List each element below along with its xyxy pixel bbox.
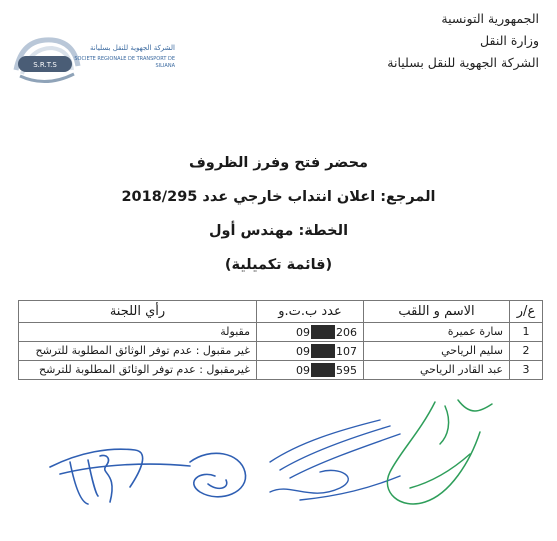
row-opinion: غير مقبول : عدم توفر الوثائق المطلوبة للترشح bbox=[19, 342, 257, 361]
id-end: 206 bbox=[336, 325, 357, 339]
table-row bbox=[19, 342, 543, 361]
row-name: سليم الرياحي bbox=[364, 342, 510, 361]
row-opinion: غيرمقبول : عدم توفر الوثائق المطلوبة للترشح bbox=[19, 361, 257, 380]
header-number: ع/ر bbox=[510, 301, 543, 323]
redaction-block bbox=[311, 344, 335, 358]
reference-line: المرجع: اعلان انتداب خارجي عدد 2018/295 bbox=[121, 189, 436, 205]
document-title: محضر فتح وفرز الظروف bbox=[188, 155, 369, 171]
document-titles bbox=[0, 146, 557, 282]
signature-4 bbox=[387, 400, 492, 504]
row-name: سارة عميرة bbox=[364, 323, 510, 342]
row-number: 2 bbox=[510, 342, 543, 361]
list-type: (قائمة تكميلية) bbox=[224, 257, 333, 273]
row-number: 3 bbox=[510, 361, 543, 380]
header-name: الاسم و اللقب bbox=[364, 301, 510, 323]
signatures bbox=[40, 392, 510, 522]
row-number: 1 bbox=[510, 323, 543, 342]
position-line: الخطة: مهندس أول bbox=[208, 223, 349, 239]
table-row bbox=[19, 323, 543, 342]
letterhead-republic: الجمهورية التونسية bbox=[441, 11, 539, 26]
id-start: 09 bbox=[296, 325, 310, 339]
row-id-card bbox=[257, 342, 364, 361]
header-committee-opinion: رأي اللجنة bbox=[19, 301, 257, 323]
row-name: عبد القادر الرياحي bbox=[364, 361, 510, 380]
id-start: 09 bbox=[296, 363, 310, 377]
letterhead-company: الشركة الجهوية للنقل بسليانة bbox=[387, 55, 539, 70]
logo-badge: S.R.T.S bbox=[33, 61, 57, 69]
table-row bbox=[19, 361, 543, 380]
id-start: 09 bbox=[296, 344, 310, 358]
id-end: 107 bbox=[336, 344, 357, 358]
candidates-table bbox=[18, 300, 543, 380]
id-end: 595 bbox=[336, 363, 357, 377]
signature-3 bbox=[270, 420, 400, 500]
row-opinion: مقبولة bbox=[19, 323, 257, 342]
header-id-card: عدد ب.ت.و bbox=[257, 301, 364, 323]
table-header-row bbox=[19, 301, 543, 323]
logo-name-ar: الشركة الجهوية للنقل بسليانة bbox=[90, 44, 175, 52]
signature-1 bbox=[50, 449, 190, 504]
letterhead-ministry: وزارة النقل bbox=[480, 33, 539, 48]
signature-2 bbox=[190, 453, 246, 497]
row-id-card bbox=[257, 361, 364, 380]
logo-name-fr: SOCIETE REGIONALE DE TRANSPORT DE SILIANA bbox=[74, 56, 175, 69]
redaction-block bbox=[311, 325, 335, 339]
letterhead bbox=[339, 8, 539, 74]
redaction-block bbox=[311, 363, 335, 377]
row-id-card bbox=[257, 323, 364, 342]
